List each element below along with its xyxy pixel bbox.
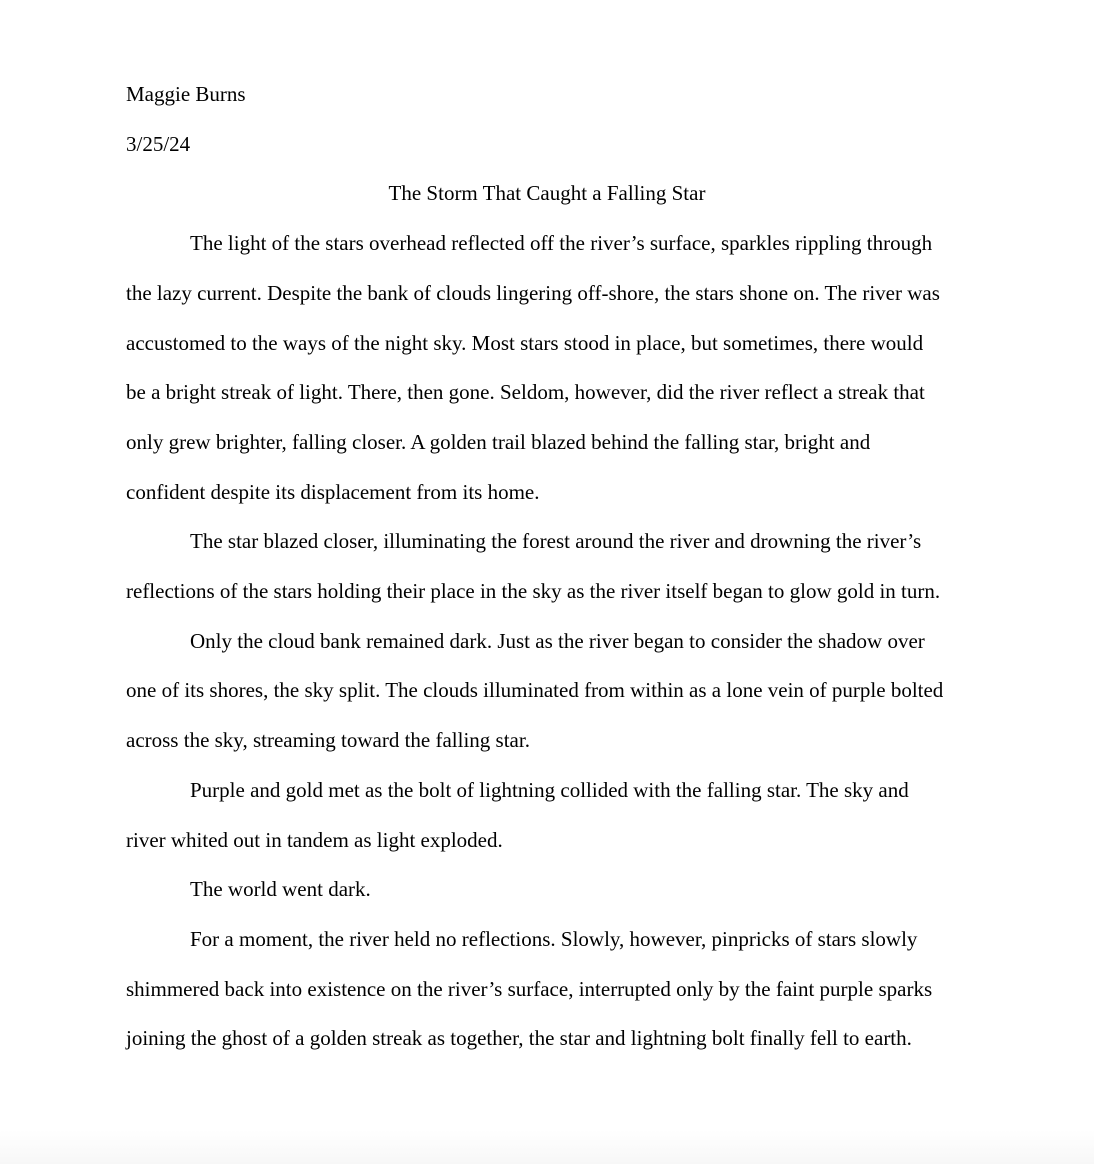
paragraph-line: one of its shores, the sky split. The clouds illuminated from within as a lone vein of purple bolted — [126, 678, 944, 703]
paragraph — [126, 219, 976, 517]
paragraph — [126, 865, 976, 915]
paragraph-line: The world went dark. — [190, 877, 371, 902]
paragraph-line: reflections of the stars holding their place in the sky as the river itself began to glow gold in turn. — [126, 579, 941, 604]
paragraph-line: Only the cloud bank remained dark. Just as the river began to consider the shadow over — [190, 628, 925, 653]
paragraph — [126, 517, 976, 616]
paragraph — [126, 915, 976, 1064]
paragraph-line: only grew brighter, falling closer. A golden trail blazed behind the falling star, bright and — [126, 429, 871, 454]
paragraph-line: The light of the stars overhead reflected off the river’s surface, sparkles rippling through — [190, 231, 933, 256]
paragraph-line: shimmered back into existence on the river’s surface, interrupted only by the faint purple sparks — [126, 976, 933, 1001]
paragraph-line: The star blazed closer, illuminating the forest around the river and drowning the river’s — [190, 529, 922, 554]
paragraph-line: be a bright streak of light. There, then gone. Seldom, however, did the river reflect a streak that — [126, 380, 925, 405]
page-bottom-edge — [0, 1130, 1094, 1164]
paragraph-line: the lazy current. Despite the bank of clouds lingering off-shore, the stars shone on. The river was — [126, 280, 940, 305]
document-title: The Storm That Caught a Falling Star — [388, 181, 706, 206]
document-body — [126, 70, 976, 1064]
paragraph-line: For a moment, the river held no reflections. Slowly, however, pinpricks of stars slowly — [190, 926, 918, 951]
paragraph-line: confident despite its displacement from its home. — [126, 479, 540, 504]
paragraph-line: river whited out in tandem as light exploded. — [126, 827, 503, 852]
paragraph — [126, 766, 976, 865]
paragraph-line: accustomed to the ways of the night sky. Most stars stood in place, but sometimes, there would — [126, 330, 924, 355]
document-date: 3/25/24 — [126, 131, 191, 156]
paragraph — [126, 617, 976, 766]
paragraph-line: across the sky, streaming toward the falling star. — [126, 728, 530, 753]
paragraph-line: Purple and gold met as the bolt of lightning collided with the falling star. The sky and — [190, 777, 909, 802]
paragraph-line: joining the ghost of a golden streak as together, the star and lightning bolt finally fell to earth. — [126, 1026, 912, 1051]
author-name: Maggie Burns — [126, 82, 246, 106]
